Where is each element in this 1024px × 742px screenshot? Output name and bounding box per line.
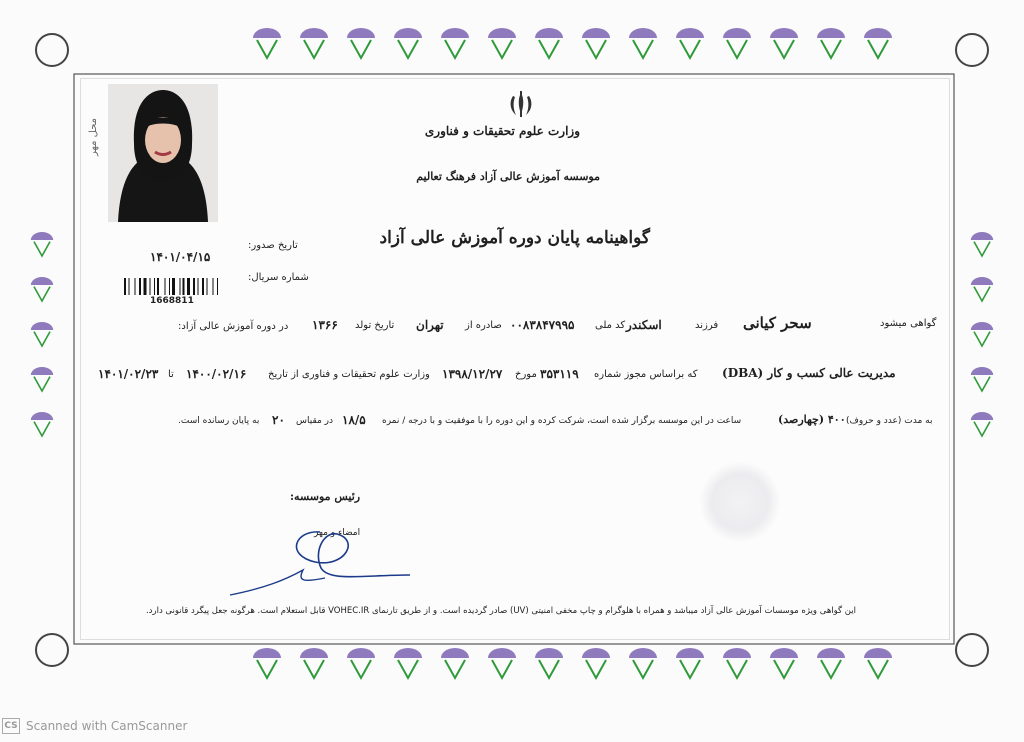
flower-ornament-icon (770, 648, 798, 678)
signature-seal-label: امضاء و مهر (314, 528, 361, 538)
course-label: در دوره آموزش عالی آزاد: (178, 321, 289, 332)
flower-ornament-icon (723, 648, 751, 678)
to-label: تا (168, 369, 174, 380)
corner-scroll-icon (36, 634, 68, 666)
permit-date-label: مورخ (515, 369, 537, 380)
flower-ornament-icon (253, 28, 281, 58)
ministry-from-text: وزارت علوم تحقیقات و فناوری از تاریخ (268, 369, 430, 380)
flower-ornament-icon (864, 648, 892, 678)
serial-label: شماره سریال: (248, 272, 309, 283)
flower-ornament-icon (971, 322, 993, 346)
flower-ornament-icon (582, 28, 610, 58)
head-of-institute-label: رئیس موسسه: (290, 490, 361, 503)
flower-ornament-icon (770, 28, 798, 58)
flower-ornament-icon (31, 322, 53, 346)
certifies-text: گواهی میشود (880, 318, 937, 329)
national-code-label: کد ملی (595, 320, 626, 331)
scale-value: ۲۰ (272, 413, 285, 427)
flower-ornament-icon (864, 28, 892, 58)
flower-ornament-icon (347, 648, 375, 678)
issue-date-label: تاریخ صدور: (248, 240, 298, 251)
issue-city: تهران (416, 318, 444, 332)
iran-emblem-icon (504, 90, 538, 118)
corner-scroll-icon (956, 34, 988, 66)
serial-number: 1668811 (150, 296, 194, 306)
hologram-seal (700, 462, 780, 542)
flower-ornament-icon (31, 277, 53, 301)
birth-year: ۱۳۶۶ (312, 318, 338, 332)
flower-ornament-icon (676, 28, 704, 58)
flower-ornament-icon (441, 28, 469, 58)
flower-ornament-icon (971, 277, 993, 301)
flower-ornament-icon (817, 648, 845, 678)
signature-mark (225, 520, 415, 600)
national-code: ۰۰۸۳۸۴۷۹۹۵ (510, 318, 575, 332)
legal-footer-note: این گواهی ویژه موسسات آموزش عالی آزاد میباشد و همراه با هلوگرام و چاپ مخفی امنیتی (UV) صادر گردیده است. و از طریق تارنمای VOHEC.IR قابل استعلام است. هرگونه جعل پیگرد قانونی دارد. (145, 606, 856, 616)
permit-label: که براساس مجوز شماره (594, 369, 698, 380)
holder-photo (108, 84, 218, 222)
scale-label: در مقیاس (296, 416, 334, 426)
stamp-place-note: محل مهر (88, 118, 99, 157)
flower-ornament-icon (535, 648, 563, 678)
flower-ornament-icon (31, 232, 53, 256)
completion-text: ساعت در این موسسه برگزار شده است، شرکت کرده و این دوره را با موفقیت و با درجه / نمره (382, 416, 742, 426)
flower-ornament-icon (300, 28, 328, 58)
flower-ornament-icon (535, 28, 563, 58)
issue-date: ۱۴۰۱/۰۴/۱۵ (150, 250, 211, 264)
flower-ornament-icon (394, 648, 422, 678)
camscanner-label: Scanned with CamScanner (26, 719, 188, 733)
flower-ornament-icon (971, 412, 993, 436)
certificate-title: گواهینامه پایان دوره آموزش عالی آزاد (379, 228, 650, 248)
child-of-label: فرزند (695, 320, 719, 331)
corner-scroll-icon (956, 634, 988, 666)
flower-ornament-icon (394, 28, 422, 58)
flower-ornament-icon (31, 412, 53, 436)
flower-ornament-icon (817, 28, 845, 58)
flower-ornament-icon (582, 648, 610, 678)
flower-ornament-icon (488, 28, 516, 58)
permit-number: ۳۵۳۱۱۹ (540, 367, 579, 381)
flower-ornament-icon (723, 28, 751, 58)
camscanner-watermark (2, 718, 187, 734)
camscanner-icon: CS (2, 718, 20, 734)
flower-ornament-icon (629, 28, 657, 58)
flower-ornament-icon (676, 648, 704, 678)
birth-date-label: تاریخ تولد (355, 320, 395, 331)
institute-name: موسسه آموزش عالی آزاد فرهنگ تعالیم (416, 170, 600, 183)
flower-ornament-icon (347, 28, 375, 58)
completion-end: به پایان رسانده است. (178, 416, 260, 426)
flower-ornament-icon (971, 232, 993, 256)
barcode (124, 278, 242, 295)
duration-value: ۴۰۰ (چهارصد) (778, 413, 846, 426)
duration-label: به مدت (عدد و حروف) (846, 416, 933, 426)
flower-ornament-icon (441, 648, 469, 678)
corner-scroll-icon (36, 34, 68, 66)
flower-ornament-icon (300, 648, 328, 678)
end-date: ۱۴۰۱/۰۲/۲۳ (98, 367, 159, 381)
start-date: ۱۴۰۰/۰۲/۱۶ (186, 367, 247, 381)
ministry-name: وزارت علوم تحقیقات و فناوری (424, 124, 580, 138)
flower-ornament-icon (31, 367, 53, 391)
course-name: مدیریت عالی کسب و کار (DBA) (722, 366, 896, 380)
father-name: اسکندر (626, 318, 662, 332)
grade-value: ۱۸/۵ (342, 413, 366, 427)
flower-ornament-icon (488, 648, 516, 678)
flower-ornament-icon (629, 648, 657, 678)
issued-from-label: صادره از (465, 320, 502, 331)
flower-ornament-icon (253, 648, 281, 678)
permit-date: ۱۳۹۸/۱۲/۲۷ (442, 367, 503, 381)
holder-name: سحر کیانی (743, 314, 812, 332)
flower-ornament-icon (971, 367, 993, 391)
